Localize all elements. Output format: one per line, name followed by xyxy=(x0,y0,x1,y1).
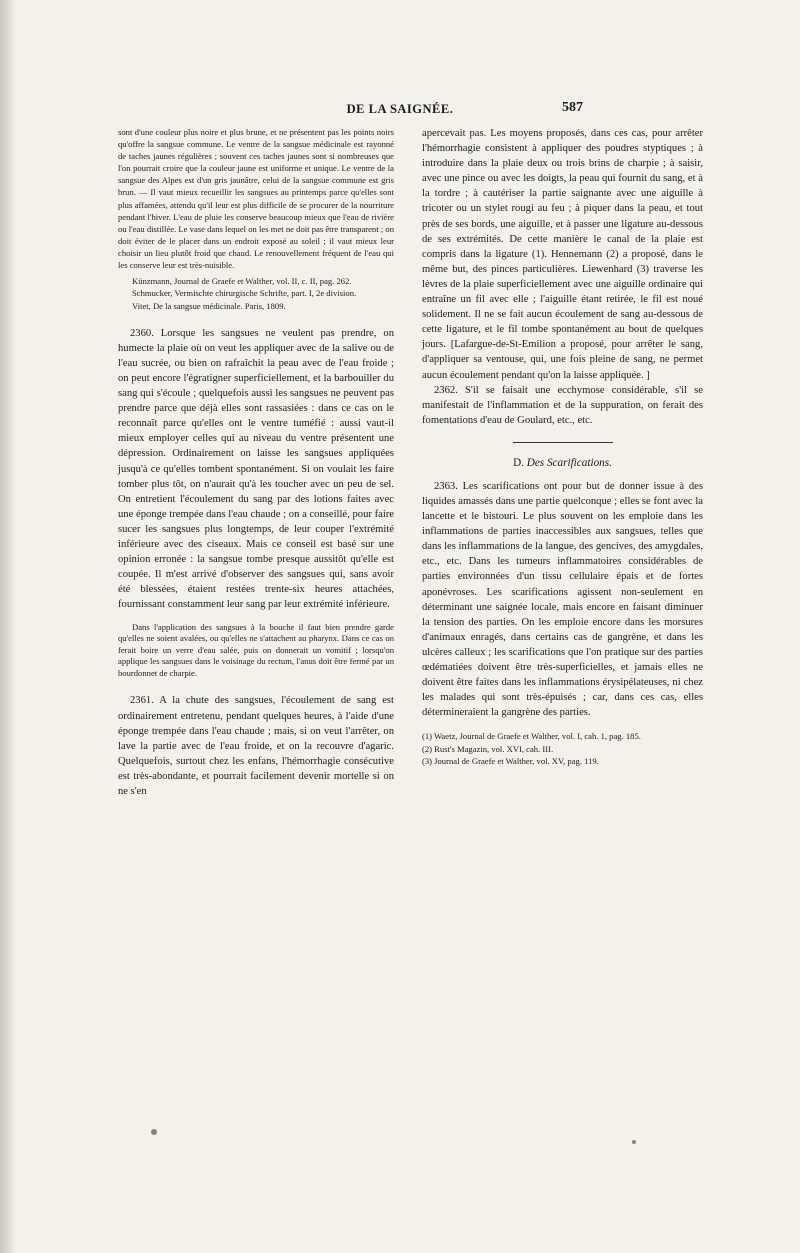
ink-speck xyxy=(632,1140,636,1144)
section-heading xyxy=(422,457,703,469)
ink-speck xyxy=(151,1129,157,1135)
page-edge-shadow xyxy=(0,0,14,1253)
running-title: DE LA SAIGNÉE. xyxy=(346,102,454,116)
right-column xyxy=(422,126,703,767)
paragraph-2360: 2360. Lorsque les sangsues ne veulent pas prendre, on humecte la plaie où on veut les appliquer avec de la salive ou de l'eau sucrée, ou bien on rafraîchit la peau avec de l'eau froide ; on peut encore l'égratigner superficiellement, et la barbouiller du sang qui s'écoule ; quelquefois aussi les sangsues ne peuvent pas prendre parce que déjà elles sont rassasiées : dans ce cas on le reconnaît parce qu'elles ont le ventre tuméfié : aussi vaut-il mieux employer celles qui au niveau du ventre présentent une dépression. Ordinairement on laisse les sangsues appliquées jusqu'à ce qu'elles tombent spontanément. Si on voulait les faire tomber plus tôt, on n'aurait qu'à les toucher avec un peu de sel. On entretient l'écoulement du sang par des lotions faites avec une éponge trempée dans l'eau chaude ; on a conseillé, pour faire sucer les sangsues plus longtemps, de leur couper l'extrémité inférieure avec des ciseaux. Mais ce conseil est basé sur une opinion erronée : la sangsue tombe presque aussitôt qu'elle est coupée. Il m'est arrivé d'observer des sangsues qui, sans avoir été blessées, étaient restées trente-six heures attachées, fournissant constamment leur sang par leur extrémité inférieure. xyxy=(118,327,394,611)
note-2360: Dans l'application des sangsues à la bouche il faut bien prendre garde qu'elles ne soient avalées, ou qu'elles ne s'attachent au pharynx. Dans ce cas on ferait boire un verre d'eau salée, puis on donnerait un vomitif ; lorsqu'on applique les sangsues dans le voisinage du rectum, l'anus doit être fermé par un bourdonnet de charpie. xyxy=(118,621,394,678)
section-title: Des Scarifications. xyxy=(526,456,612,469)
footnote: (1) Waetz, Journal de Graefe et Walther, vol. I, cah. 1, pag. 185. xyxy=(422,731,641,742)
reference-item: Schmucker, Vermischte chirurgische Schrifte, part. I, 2e division. xyxy=(132,288,357,299)
page-header xyxy=(0,100,800,120)
reference-item: Vitet, De la sangsue médicinale. Paris, 1809. xyxy=(132,300,286,311)
reference-item: Künzmann, Journal de Graefe et Walther, vol. II, c. II, pag. 262. xyxy=(132,276,352,287)
intro-small-text: sont d'une couleur plus noire et plus brune, et ne présentent pas les points noirs qu'offre la sangsue commune. Le ventre de la sangsue médicinale est rayonné de taches jaunes régulières ; souvent ces taches jaunes sont si nombreuses que l'on pourrait croire que la couleur jaune est uniforme et unique. Le ventre de la sangsue des Alpes est d'un gris jaunâtre, celui de la sangsue commune est gris brun. — Il vaut mieux recueillir les sangsues au printemps parce qu'elles sont plus affamées, attendu qu'il leur est plus difficile de se procurer de la nourriture pendant l'hiver. L'eau de pluie les conserve beaucoup mieux que l'eau de rivière ou l'eau distillée. Le vase dans lequel on les met ne doit pas être transparent ; on doit éviter de le placer dans un endroit exposé au soleil ; il vaut mieux leur choisir un lieu plutôt froid que chaud. Le renouvellement fréquent de l'eau qui les conserve leur est très-nuisible. xyxy=(118,127,394,271)
footnote: (3) Journal de Graefe et Walther, vol. XV, pag. 119. xyxy=(422,755,599,766)
section-letter: D. xyxy=(513,456,524,469)
page-number: 587 xyxy=(562,100,583,115)
paragraph-2361: 2361. A la chute des sangsues, l'écoulement de sang est ordinairement entretenu, pendant quelques heures, à l'aide d'une éponge trempée dans l'eau chaude ; mais, si on veut l'arrêter, on lave la partie avec de l'eau froide, et on la recouvre d'agaric. Quelquefois, surtout chez les enfans, l'hémorrhagie consécutive est très-abondante, et pourrait facilement devenir mortelle si on ne s'en xyxy=(118,695,394,798)
paragraph-2363: 2363. Les scarifications ont pour but de donner issue à des liquides amassés dans une partie quelconque ; elles se font avec la lancette et le bistouri. Le plus souvent on les emploie dans les inflammations de parties inaccessibles aux sangsues, telles que dans les inflammations de la langue, des gencives, des amygdales, etc., etc. Dans les tumeurs inflammatoires considérables de parties environnées d'un tissu cellulaire épais et de fortes aponévroses. Les scarifications agissent non-seulement en déterminant une saignée locale, mais encore en faisant diminuer la tension des parties. On les emploie encore dans les morsures d'animaux enragés, dans certains cas de gangrène, et dans les ulcères calleux ; les scarifications que l'on pratique sur des parties œdématiées doivent être très-superficielles, et jamais elles ne doivent être faites dans les inflammations érysipélateuses, ni chez les malades qui sont très-épuisés ; car, dans ces cas, elles détermineraient la gangrène des parties. xyxy=(422,480,703,719)
section-divider xyxy=(513,442,613,443)
paragraph-continued: apercevait pas. Les moyens proposés, dans ces cas, pour arrêter l'hémorrhagie consistent à appliquer des poudres styptiques ; à introduire dans la plaie deux ou trois brins de charpie ; à saisir, avec une pince ou avec les doigts, la peau qui fournit du sang, et à la tordre ; à cautériser la partie saignante avec une aiguille à tricoter ou un stylet rougi au feu ; à piquer dans la peau, et tout près de ses bords, une aiguille, et à passer une ligature au-dessous de ses extrémités. De cette manière le canal de la plaie est compris dans la ligature (1). Hennemann (2) a proposé, dans le même but, des pinces particulières. Liewenhard (3) traverse les lèvres de la plaie superficiellement avec une aiguille ordinaire qui entraîne un fil avec elle ; l'aiguille étant retirée, le fil est noué solidement. Il ne se fait aucun écoulement de sang au-dessous de cette ligature, et le fil tombe spontanément au bout de quelques jours. [Lafargue-de-St-Emilion a proposé, pour arrêter le sang, d'appliquer sa ventouse, qui, une fois pleine de sang, ne permet aucun écoulement pendant qu'on la laisse appliquée. ] xyxy=(422,128,703,381)
left-column xyxy=(118,126,394,799)
footnote: (2) Rust's Magazin, vol. XVI, cah. III. xyxy=(422,743,554,754)
paragraph-2362: 2362. S'il se faisait une ecchymose considérable, s'il se manifestait de l'inflammation et de la suppuration, on ferait des fomentations d'eau de Goulard, etc., etc. xyxy=(422,384,703,426)
